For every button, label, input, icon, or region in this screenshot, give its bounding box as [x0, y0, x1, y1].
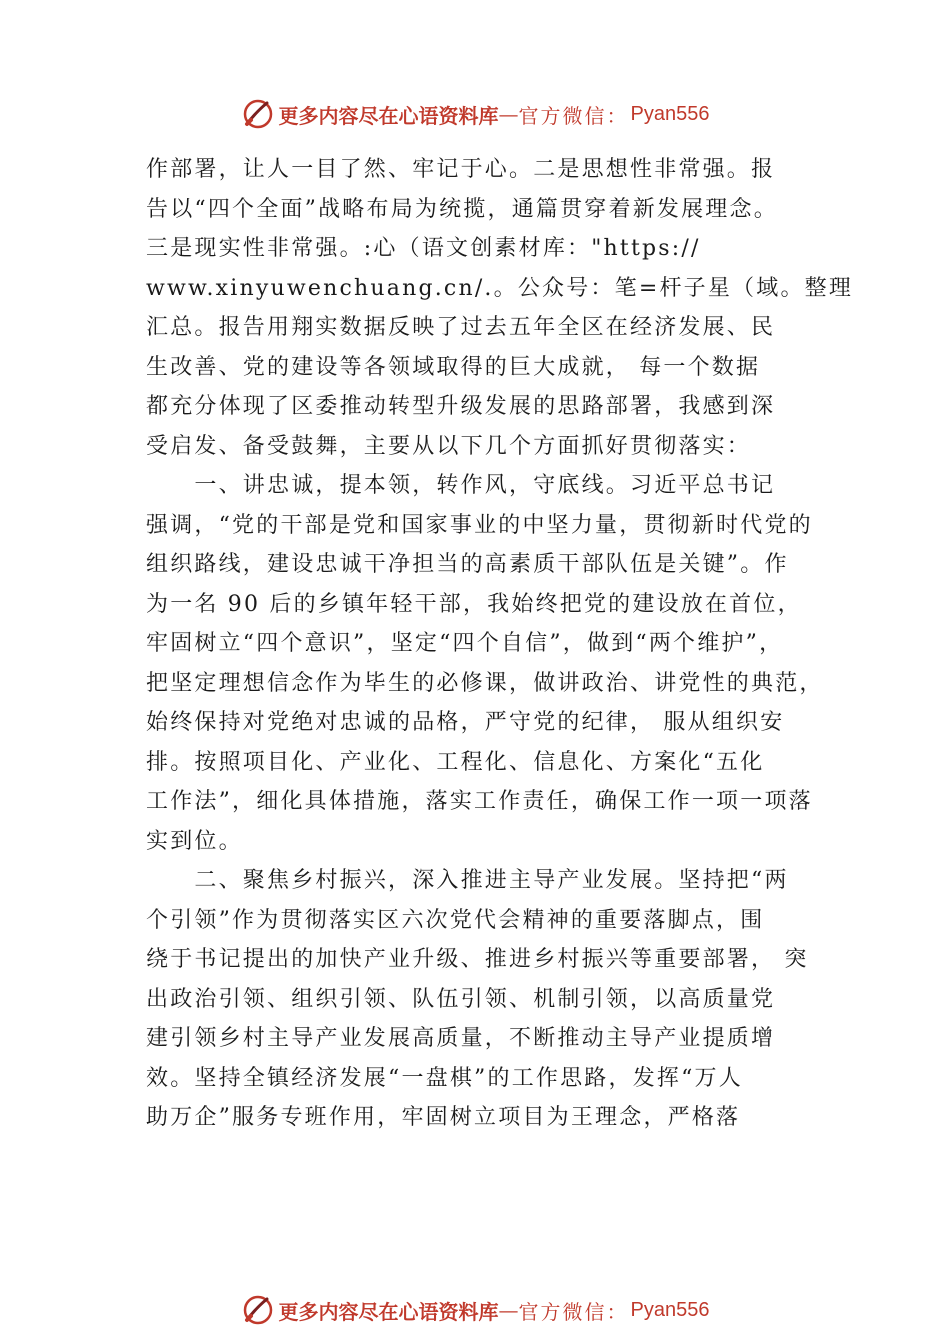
banner-separator: —: [498, 102, 519, 126]
text-line: 把坚定理想信念作为毕生的必修课，做讲政治、讲党性的典范，: [146, 670, 824, 696]
banner-wechat-id: Pyan556: [630, 102, 710, 125]
banner-main-text: 更多内容尽在心语资料库: [278, 103, 499, 128]
text-line: 助万企”服务专班作用，牢固树立项目为王理念，严格落: [146, 1105, 741, 1130]
text-line: 绕于书记提出的加快产业升级、推进乡村振兴等重要部署， 突: [146, 947, 809, 972]
text-line: 组织路线，建设忠诚干净担当的高素质干部队伍是关键”。作: [146, 552, 789, 577]
text-line: 牢固树立“四个意识”，坚定“四个自信”，做到“两个维护”，: [146, 631, 784, 656]
text-line: 一、讲忠诚，提本领，转作风，守底线。习近平总书记: [146, 473, 776, 498]
document-body: [146, 150, 854, 1138]
banner-wechat-label: 官方微信：: [518, 1299, 629, 1324]
text-line: 工作法”，细化具体措施，落实工作责任，确保工作一项一项落: [146, 789, 813, 814]
text-line: 为一名 90 后的乡镇年轻干部，我始终把党的建设放在首位，: [146, 591, 802, 617]
banner-wechat-label: 官方微信：: [518, 103, 629, 128]
text-line: 都充分体现了区委推动转型升级发展的思路部署，我感到深: [146, 394, 776, 419]
text-line: 个引领”作为贯彻落实区六次党代会精神的重要落脚点，围: [146, 907, 765, 933]
text-line: 建引领乡村主导产业发展高质量，不断推动主导产业提质增: [146, 1026, 776, 1051]
text-line: 受启发、备受鼓舞，主要从以下几个方面抓好贯彻落实：: [146, 433, 752, 459]
brush-logo-icon: [241, 97, 275, 131]
text-line: 排。按照项目化、产业化、工程化、信息化、方案化“五化: [146, 749, 765, 775]
text-line: 实到位。: [146, 828, 243, 854]
brush-logo-icon: [241, 1293, 275, 1327]
banner-main-text: 更多内容尽在心语资料库: [278, 1299, 499, 1324]
text-line: 出政治引领、组织引领、队伍引领、机制引领，以高质量党: [146, 986, 776, 1012]
footer-banner: [0, 1290, 950, 1330]
text-line: 强调，“党的干部是党和国家事业的中坚力量，贯彻新时代党的: [146, 512, 813, 538]
banner-wechat-id: Pyan556: [630, 1298, 710, 1321]
text-line: 告以“四个全面”战略布局为统揽，通篇贯穿着新发展理念。: [146, 196, 778, 222]
text-line: 汇总。报告用翔实数据反映了过去五年全区在经济发展、民: [146, 315, 776, 340]
text-line: 作部署，让人一目了然、牢记于心。二是思想性非常强。报: [146, 157, 776, 182]
text-line: 三是现实性非常强。:心（语文创素材库："https://: [146, 236, 701, 261]
text-line: 二、聚焦乡村振兴，深入推进主导产业发展。坚持把“两: [146, 868, 789, 893]
text-line: www.xinyuwenchuang.cn/.。公众号：笔=杆子星（域。整理: [146, 275, 854, 301]
banner-separator: —: [498, 1298, 519, 1322]
text-line: 始终保持对党绝对忠诚的品格，严守党的纪律， 服从组织安: [146, 710, 785, 735]
text-line: 效。坚持全镇经济发展“一盘棋”的工作思路，发挥“万人: [146, 1065, 743, 1091]
header-banner: [0, 94, 950, 134]
text-line: 生改善、党的建设等各领域取得的巨大成就， 每一个数据: [146, 354, 761, 380]
